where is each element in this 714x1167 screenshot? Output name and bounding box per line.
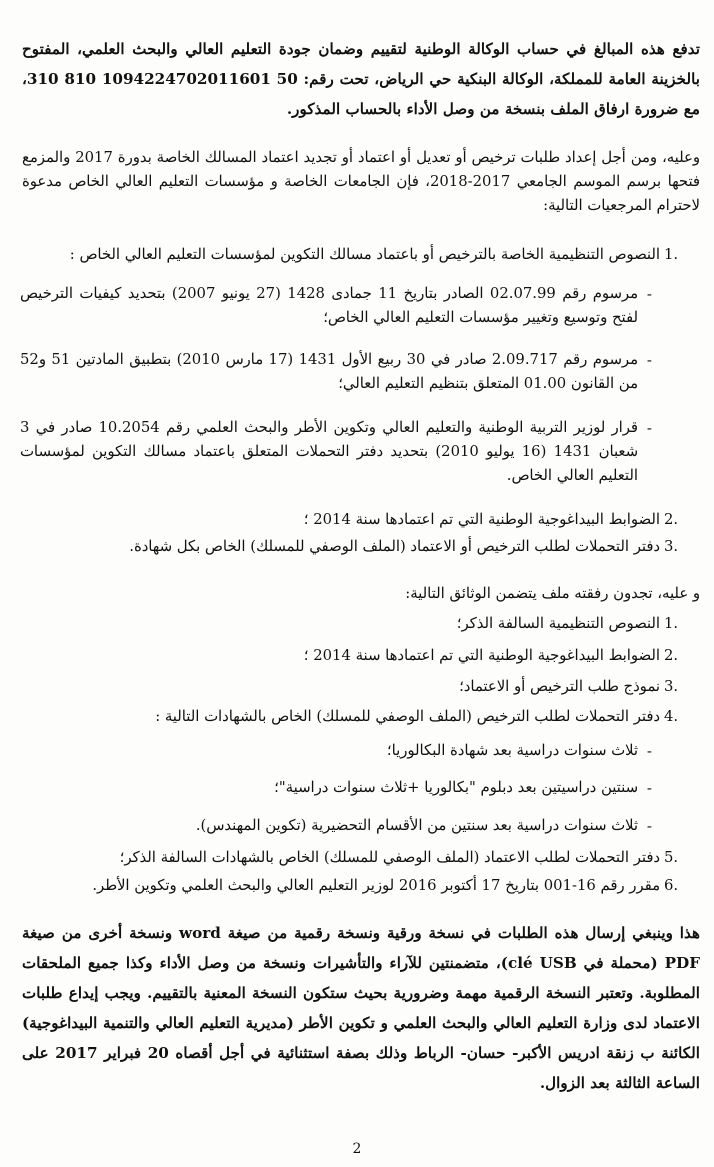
list-item: دفتر التحملات لطلب الاعتماد (الملف الوصفي للمسلك) الخاص بالشهادات السالفة الذكر؛	[119, 849, 660, 866]
sub-list-item: قرار لوزير التربية الوطنية والتعليم العالي وتكوين الأطر والبحث العلمي رقم 10.2054 صادر في 3 شعبان 1431 (16 يوليو 2010) بتحديد دفتر التحملات المتعلق باعتماد مسالك التكوين لمؤسسات التعليم العالي الخاص.	[20, 419, 639, 484]
list-number: 4.	[664, 708, 679, 725]
list-item: النصوص التنظيمية الخاصة بالترخيص أو باعتماد مسالك التكوين لمؤسسات التعليم العالي الخاص :	[69, 246, 660, 263]
list-number: 2.	[664, 511, 679, 528]
list-item: الضوابط البيداغوجية الوطنية التي تم اعتمادها سنة 2014 ؛	[303, 511, 660, 528]
sub-list-item: مرسوم رقم 02.07.99 الصادر بتاريخ 11 جمادى 1428 (27 يونيو 2007) بتحديد كيفيات الترخيص لفتح وتوسيع وتغيير مؤسسات التعليم العالي الخاص؛	[20, 285, 639, 326]
list-item: نموذج طلب الترخيص أو الاعتماد؛	[459, 678, 660, 695]
dash-bullet: -	[646, 285, 652, 303]
sub-list-item: ثلاث سنوات دراسية بعد سنتين من الأقسام التحضيرية (تكوين المهندس).	[195, 817, 638, 834]
dash-bullet: -	[646, 351, 652, 369]
list-item: النصوص التنظيمية السالفة الذكر؛	[456, 615, 660, 632]
dash-bullet: -	[646, 742, 652, 760]
list-number: 2.	[664, 647, 679, 664]
page-number: 2	[352, 1141, 362, 1157]
list-item: الضوابط البيداغوجية الوطنية التي تم اعتمادها سنة 2014 ؛	[303, 647, 660, 664]
list-number: 1.	[664, 615, 679, 632]
sub-list-item: سنتين دراسيتين بعد دبلوم "بكالوريا +ثلاث سنوات دراسية"؛	[274, 779, 638, 796]
dash-bullet: -	[646, 419, 652, 437]
list-number: 6.	[664, 877, 679, 894]
list-item: مقرر رقم 16-001 بتاريخ 17 أكتوبر 2016 لوزير التعليم العالي والبحث العلمي وتكوين الأطر.	[92, 877, 660, 894]
list-number: 1.	[664, 246, 679, 263]
payment-instructions-paragraph: تدفع هذه المبالغ في حساب الوكالة الوطنية لتقييم وضمان جودة التعليم العالي والبحث العلمي، المفتوح بالخزينة العامة للمملكة، الوكالة البنكية حي الرياض، تحت رقم: 50 1094224702011601 810 310، مع ضرورة ارفاق الملف بنسخة من وصل الأداء بالحساب المذكور.	[22, 40, 700, 118]
dash-bullet: -	[646, 779, 652, 797]
list-number: 3.	[664, 538, 679, 555]
attached-documents-paragraph: و عليه، تجدون رفقته ملف يتضمن الوثائق التالية:	[405, 585, 700, 602]
dash-bullet: -	[646, 817, 652, 835]
sub-list-item: مرسوم رقم 2.09.717 صادر في 30 ربيع الأول 1431 (17 مارس 2010) بتطبيق المادتين 51 و52 من القانون 01.00 المتعلق بتنظيم التعليم العالي؛	[20, 351, 638, 392]
references-intro-paragraph: وعليه، ومن أجل إعداد طلبات ترخيص أو تعديل أو اعتماد أو تجديد اعتماد المسالك الخاصة بدورة 2017 والمزمع فتحها برسم الموسم الجامعي 2017-2018، فإن الجامعات الخاصة و مؤسسات التعليم العالي الخاص مدعوة لاحترام المرجعيات التالية:	[22, 149, 700, 214]
list-number: 5.	[664, 849, 679, 866]
list-number: 3.	[664, 678, 679, 695]
submission-instructions-paragraph: هذا وينبغي إرسال هذه الطلبات في نسخة ورقية ونسخة رقمية من صيغة word ونسخة أخرى من صيغة PDF (محملة في clé USB)، متضمنتين للآراء والتأشيرات ونسخة من وصل الأداء وكذا جميع الملحقات المطلوبة. وتعتبر النسخة الرقمية مهمة وضرورية بحيث ستكون النسخة المعنية بالتقييم. ويجب إيداع طلبات الاعتماد لدى وزارة التعليم العالي والبحث العلمي و تكوين الأطر (مديرية التعليم العالي والتنمية البيداغوجية) الكائنة ب زنقة ادريس الأكبر- حسان- الرباط وذلك بصفة استثنائية في أجل أقصاه 20 فبراير 2017 على الساعة الثالثة بعد الزوال.	[22, 924, 701, 1092]
list-item: دفتر التحملات لطلب الترخيص أو الاعتماد (الملف الوصفي للمسلك) الخاص بكل شهادة.	[129, 538, 660, 555]
list-item: دفتر التحملات لطلب الترخيص (الملف الوصفي للمسلك) الخاص بالشهادات التالية :	[155, 708, 660, 725]
sub-list-item: ثلاث سنوات دراسية بعد شهادة البكالوريا؛	[386, 742, 638, 759]
